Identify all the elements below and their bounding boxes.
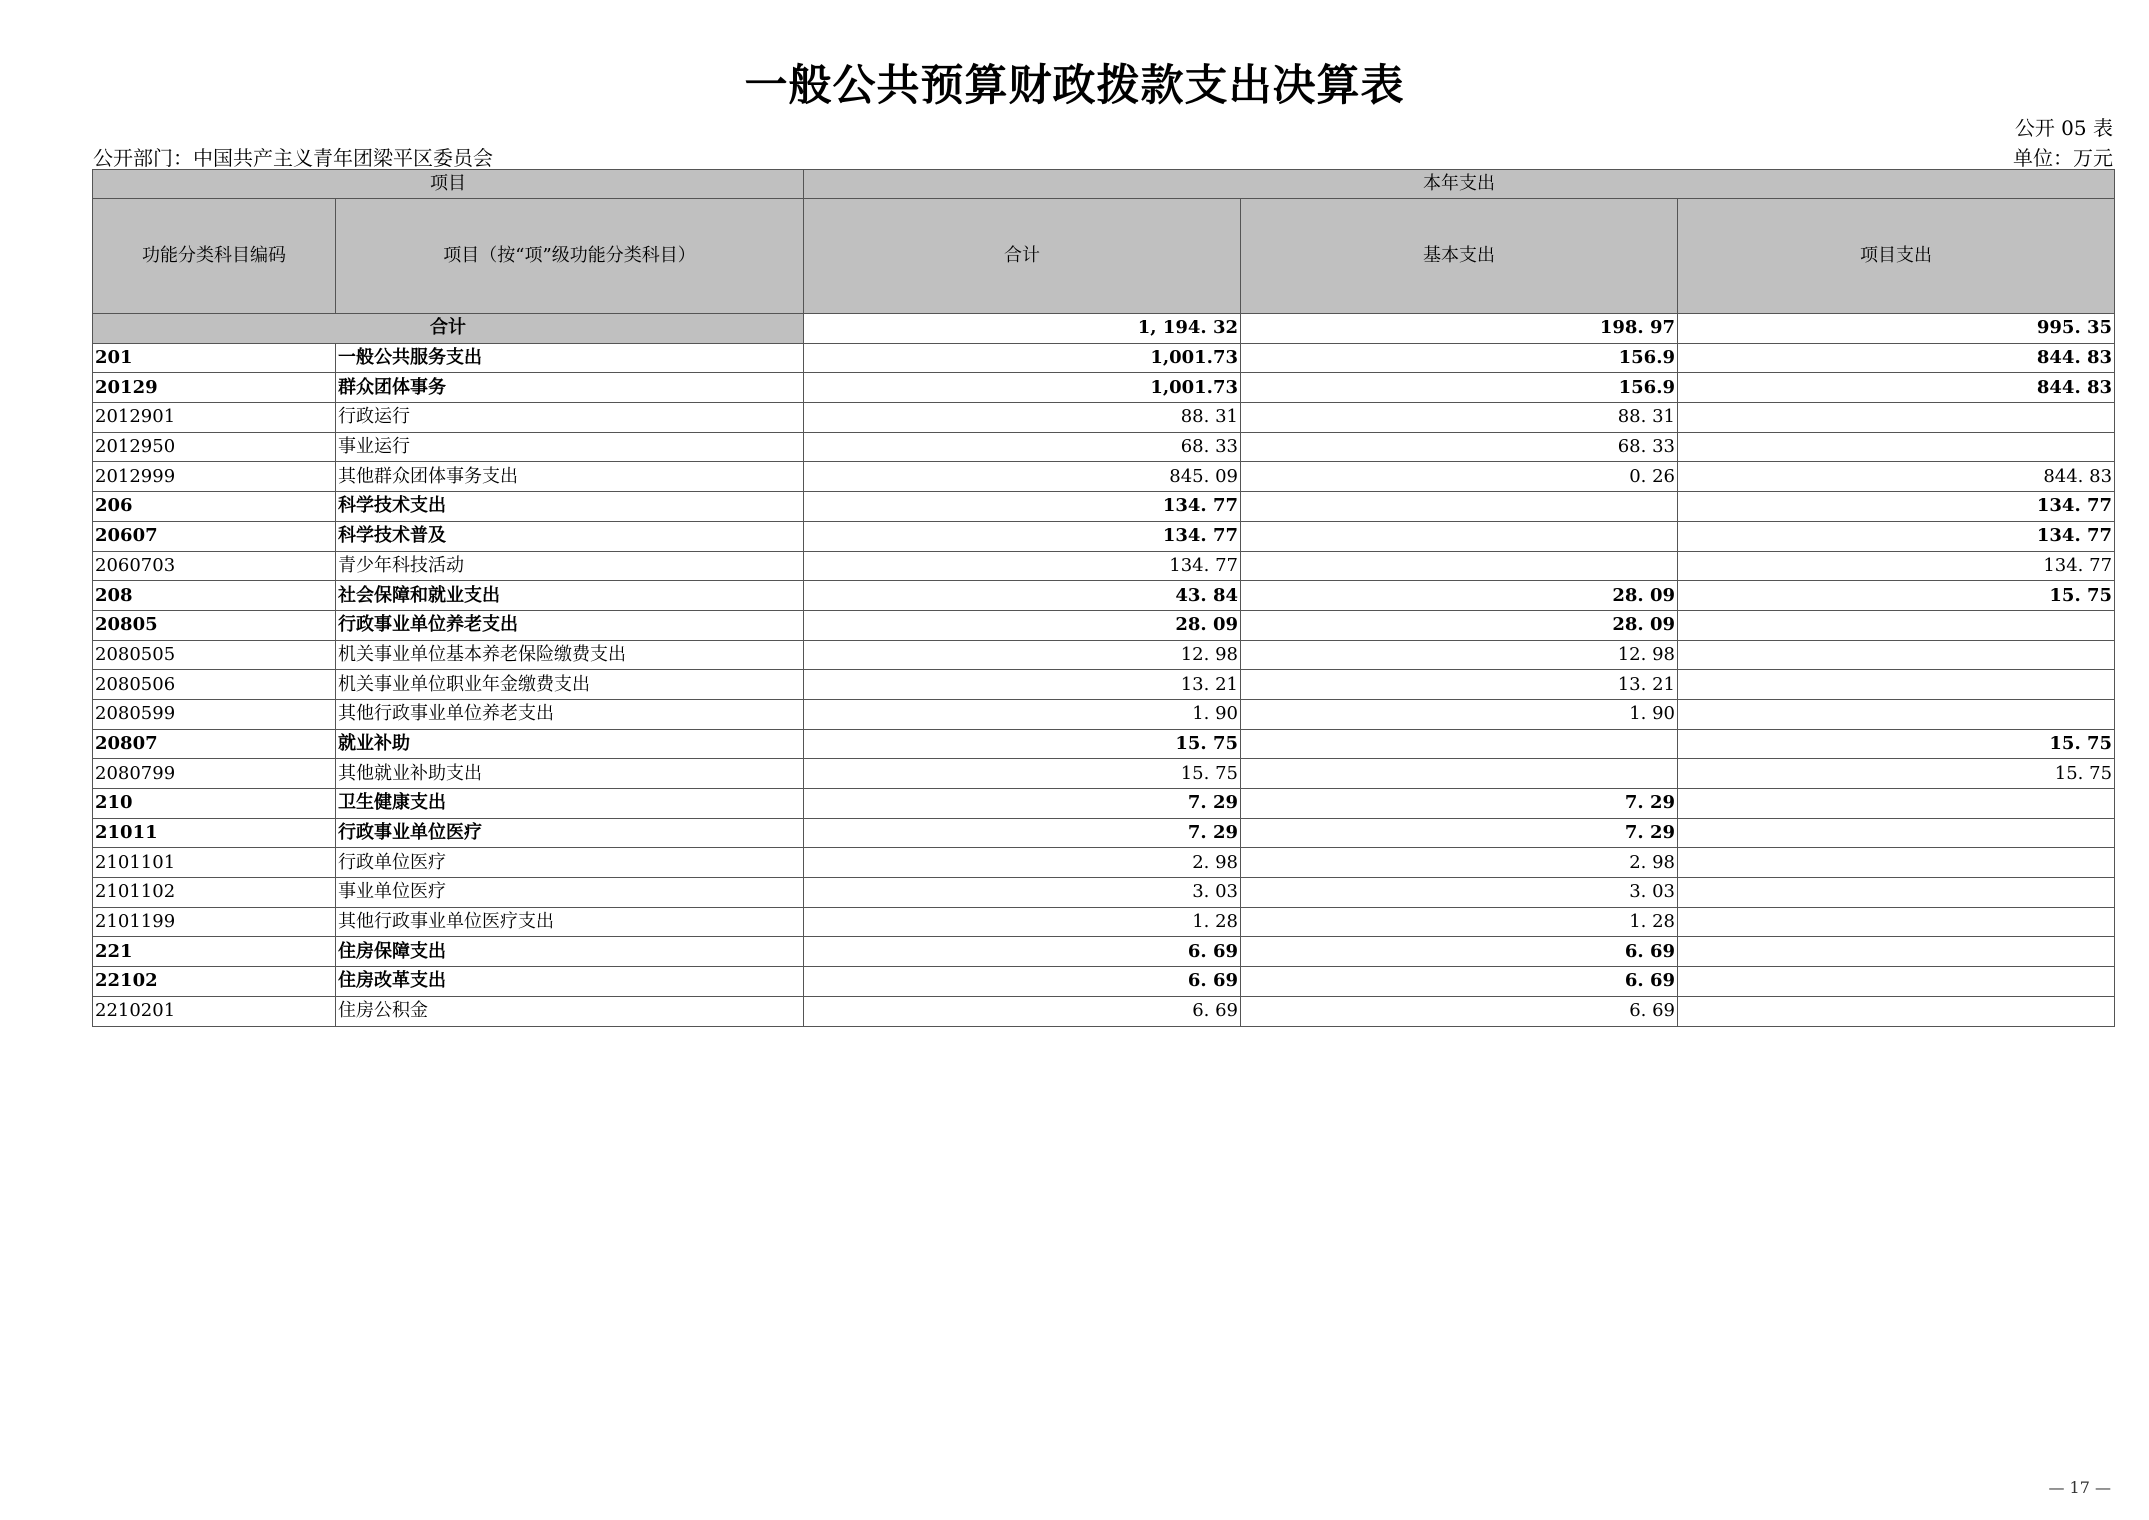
cell-project xyxy=(1678,878,2115,908)
cell-total: 3. 03 xyxy=(804,878,1241,908)
cell-name: 其他行政事业单位医疗支出 xyxy=(336,907,804,937)
cell-name: 事业运行 xyxy=(336,432,804,462)
department-label: 公开部门：中国共产主义青年团梁平区委员会 xyxy=(93,146,493,170)
cell-project: 134. 77 xyxy=(1678,492,2115,522)
cell-code: 2012999 xyxy=(93,462,336,492)
header-row-columns xyxy=(93,199,2115,314)
cell-basic xyxy=(1241,521,1678,551)
cell-project: 134. 77 xyxy=(1678,551,2115,581)
table-row xyxy=(93,432,2115,462)
cell-total: 28. 09 xyxy=(804,610,1241,640)
cell-code: 2012950 xyxy=(93,432,336,462)
cell-project: 15. 75 xyxy=(1678,581,2115,611)
cell-basic: 3. 03 xyxy=(1241,878,1678,908)
cell-total: 6. 69 xyxy=(804,967,1241,997)
table-row xyxy=(93,403,2115,433)
cell-total: 68. 33 xyxy=(804,432,1241,462)
cell-project: 844. 83 xyxy=(1678,343,2115,373)
cell-basic: 2. 98 xyxy=(1241,848,1678,878)
cell-basic: 0. 26 xyxy=(1241,462,1678,492)
cell-project xyxy=(1678,699,2115,729)
expenditure-table xyxy=(92,169,2115,1027)
cell-name: 住房改革支出 xyxy=(336,967,804,997)
table-row xyxy=(93,907,2115,937)
cell-code: 208 xyxy=(93,581,336,611)
cell-basic: 156.9 xyxy=(1241,373,1678,403)
cell-name: 行政事业单位医疗 xyxy=(336,818,804,848)
cell-name: 行政事业单位养老支出 xyxy=(336,610,804,640)
table-row xyxy=(93,759,2115,789)
cell-project xyxy=(1678,848,2115,878)
table-row xyxy=(93,581,2115,611)
cell-project xyxy=(1678,907,2115,937)
cell-name: 住房保障支出 xyxy=(336,937,804,967)
cell-code: 20129 xyxy=(93,373,336,403)
cell-basic: 6. 69 xyxy=(1241,937,1678,967)
cell-name: 其他行政事业单位养老支出 xyxy=(336,699,804,729)
cell-project: 15. 75 xyxy=(1678,729,2115,759)
cell-total: 12. 98 xyxy=(804,640,1241,670)
total-label: 合计 xyxy=(93,314,804,344)
cell-project xyxy=(1678,670,2115,700)
cell-total: 6. 69 xyxy=(804,937,1241,967)
table-row xyxy=(93,551,2115,581)
cell-name: 科学技术普及 xyxy=(336,521,804,551)
table-row xyxy=(93,521,2115,551)
cell-project xyxy=(1678,996,2115,1026)
cell-code: 20807 xyxy=(93,729,336,759)
cell-code: 2012901 xyxy=(93,403,336,433)
table-row xyxy=(93,996,2115,1026)
cell-name: 行政运行 xyxy=(336,403,804,433)
cell-code: 206 xyxy=(93,492,336,522)
cell-total: 15. 75 xyxy=(804,729,1241,759)
header-total: 合计 xyxy=(804,199,1241,314)
cell-basic xyxy=(1241,492,1678,522)
header-project: 项目支出 xyxy=(1678,199,2115,314)
cell-project: 15. 75 xyxy=(1678,759,2115,789)
cell-basic: 1. 90 xyxy=(1241,699,1678,729)
table-row xyxy=(93,670,2115,700)
header-basic: 基本支出 xyxy=(1241,199,1678,314)
table-row xyxy=(93,789,2115,819)
cell-name: 其他群众团体事务支出 xyxy=(336,462,804,492)
cell-project xyxy=(1678,937,2115,967)
total-project: 995. 35 xyxy=(1678,314,2115,344)
cell-total: 7. 29 xyxy=(804,818,1241,848)
page-title: 一般公共预算财政拨款支出决算表 xyxy=(744,61,1405,111)
cell-total: 134. 77 xyxy=(804,521,1241,551)
table-row xyxy=(93,610,2115,640)
header-name: 项目（按“项”级功能分类科目） xyxy=(336,199,804,314)
header-code: 功能分类科目编码 xyxy=(93,199,336,314)
cell-project xyxy=(1678,818,2115,848)
cell-basic: 68. 33 xyxy=(1241,432,1678,462)
cell-name: 行政单位医疗 xyxy=(336,848,804,878)
table-body xyxy=(93,314,2115,1027)
cell-basic xyxy=(1241,759,1678,789)
table-row xyxy=(93,967,2115,997)
table-row xyxy=(93,878,2115,908)
cell-code: 221 xyxy=(93,937,336,967)
table-row xyxy=(93,462,2115,492)
cell-basic: 28. 09 xyxy=(1241,581,1678,611)
cell-total: 13. 21 xyxy=(804,670,1241,700)
table-row xyxy=(93,492,2115,522)
cell-basic: 156.9 xyxy=(1241,343,1678,373)
cell-total: 7. 29 xyxy=(804,789,1241,819)
table-row xyxy=(93,818,2115,848)
cell-total: 134. 77 xyxy=(804,492,1241,522)
cell-total: 1,001.73 xyxy=(804,373,1241,403)
cell-name: 社会保障和就业支出 xyxy=(336,581,804,611)
cell-code: 2080599 xyxy=(93,699,336,729)
cell-total: 43. 84 xyxy=(804,581,1241,611)
total-row xyxy=(93,314,2115,344)
cell-project xyxy=(1678,640,2115,670)
cell-code: 20607 xyxy=(93,521,336,551)
cell-basic: 7. 29 xyxy=(1241,789,1678,819)
cell-total: 2. 98 xyxy=(804,848,1241,878)
cell-name: 事业单位医疗 xyxy=(336,878,804,908)
cell-total: 1. 90 xyxy=(804,699,1241,729)
cell-basic: 12. 98 xyxy=(1241,640,1678,670)
cell-basic: 6. 69 xyxy=(1241,967,1678,997)
cell-code: 2060703 xyxy=(93,551,336,581)
cell-code: 2080505 xyxy=(93,640,336,670)
cell-code: 2210201 xyxy=(93,996,336,1026)
cell-name: 机关事业单位职业年金缴费支出 xyxy=(336,670,804,700)
cell-name: 群众团体事务 xyxy=(336,373,804,403)
cell-total: 134. 77 xyxy=(804,551,1241,581)
header-row-group xyxy=(93,170,2115,199)
header-expense-group: 本年支出 xyxy=(804,170,2115,199)
cell-basic: 28. 09 xyxy=(1241,610,1678,640)
table-row xyxy=(93,699,2115,729)
cell-project: 134. 77 xyxy=(1678,521,2115,551)
total-basic: 198. 97 xyxy=(1241,314,1678,344)
cell-total: 1. 28 xyxy=(804,907,1241,937)
cell-name: 机关事业单位基本养老保险缴费支出 xyxy=(336,640,804,670)
table-row xyxy=(93,343,2115,373)
cell-name: 青少年科技活动 xyxy=(336,551,804,581)
cell-code: 2080799 xyxy=(93,759,336,789)
cell-code: 2101102 xyxy=(93,878,336,908)
unit-label: 单位：万元 xyxy=(2013,146,2113,170)
table-row xyxy=(93,848,2115,878)
cell-code: 22102 xyxy=(93,967,336,997)
cell-basic: 6. 69 xyxy=(1241,996,1678,1026)
cell-total: 88. 31 xyxy=(804,403,1241,433)
table-row xyxy=(93,640,2115,670)
table-row xyxy=(93,937,2115,967)
table-row xyxy=(93,729,2115,759)
header-item-group: 项目 xyxy=(93,170,804,199)
cell-basic xyxy=(1241,729,1678,759)
cell-code: 2101199 xyxy=(93,907,336,937)
cell-name: 卫生健康支出 xyxy=(336,789,804,819)
table-row xyxy=(93,373,2115,403)
cell-name: 科学技术支出 xyxy=(336,492,804,522)
cell-project xyxy=(1678,432,2115,462)
cell-project xyxy=(1678,610,2115,640)
total-total: 1, 194. 32 xyxy=(804,314,1241,344)
cell-basic xyxy=(1241,551,1678,581)
cell-code: 210 xyxy=(93,789,336,819)
cell-total: 845. 09 xyxy=(804,462,1241,492)
cell-name: 一般公共服务支出 xyxy=(336,343,804,373)
cell-code: 201 xyxy=(93,343,336,373)
cell-name: 住房公积金 xyxy=(336,996,804,1026)
cell-basic: 88. 31 xyxy=(1241,403,1678,433)
cell-project: 844. 83 xyxy=(1678,462,2115,492)
cell-project xyxy=(1678,967,2115,997)
cell-project xyxy=(1678,403,2115,433)
cell-project: 844. 83 xyxy=(1678,373,2115,403)
cell-code: 2080506 xyxy=(93,670,336,700)
cell-code: 2101101 xyxy=(93,848,336,878)
cell-name: 就业补助 xyxy=(336,729,804,759)
cell-code: 20805 xyxy=(93,610,336,640)
cell-total: 6. 69 xyxy=(804,996,1241,1026)
cell-code: 21011 xyxy=(93,818,336,848)
cell-project xyxy=(1678,789,2115,819)
cell-total: 1,001.73 xyxy=(804,343,1241,373)
cell-total: 15. 75 xyxy=(804,759,1241,789)
cell-basic: 7. 29 xyxy=(1241,818,1678,848)
cell-basic: 13. 21 xyxy=(1241,670,1678,700)
page-number: — 17 — xyxy=(2048,1478,2111,1497)
form-number: 公开 05 表 xyxy=(2014,116,2113,140)
cell-basic: 1. 28 xyxy=(1241,907,1678,937)
cell-name: 其他就业补助支出 xyxy=(336,759,804,789)
